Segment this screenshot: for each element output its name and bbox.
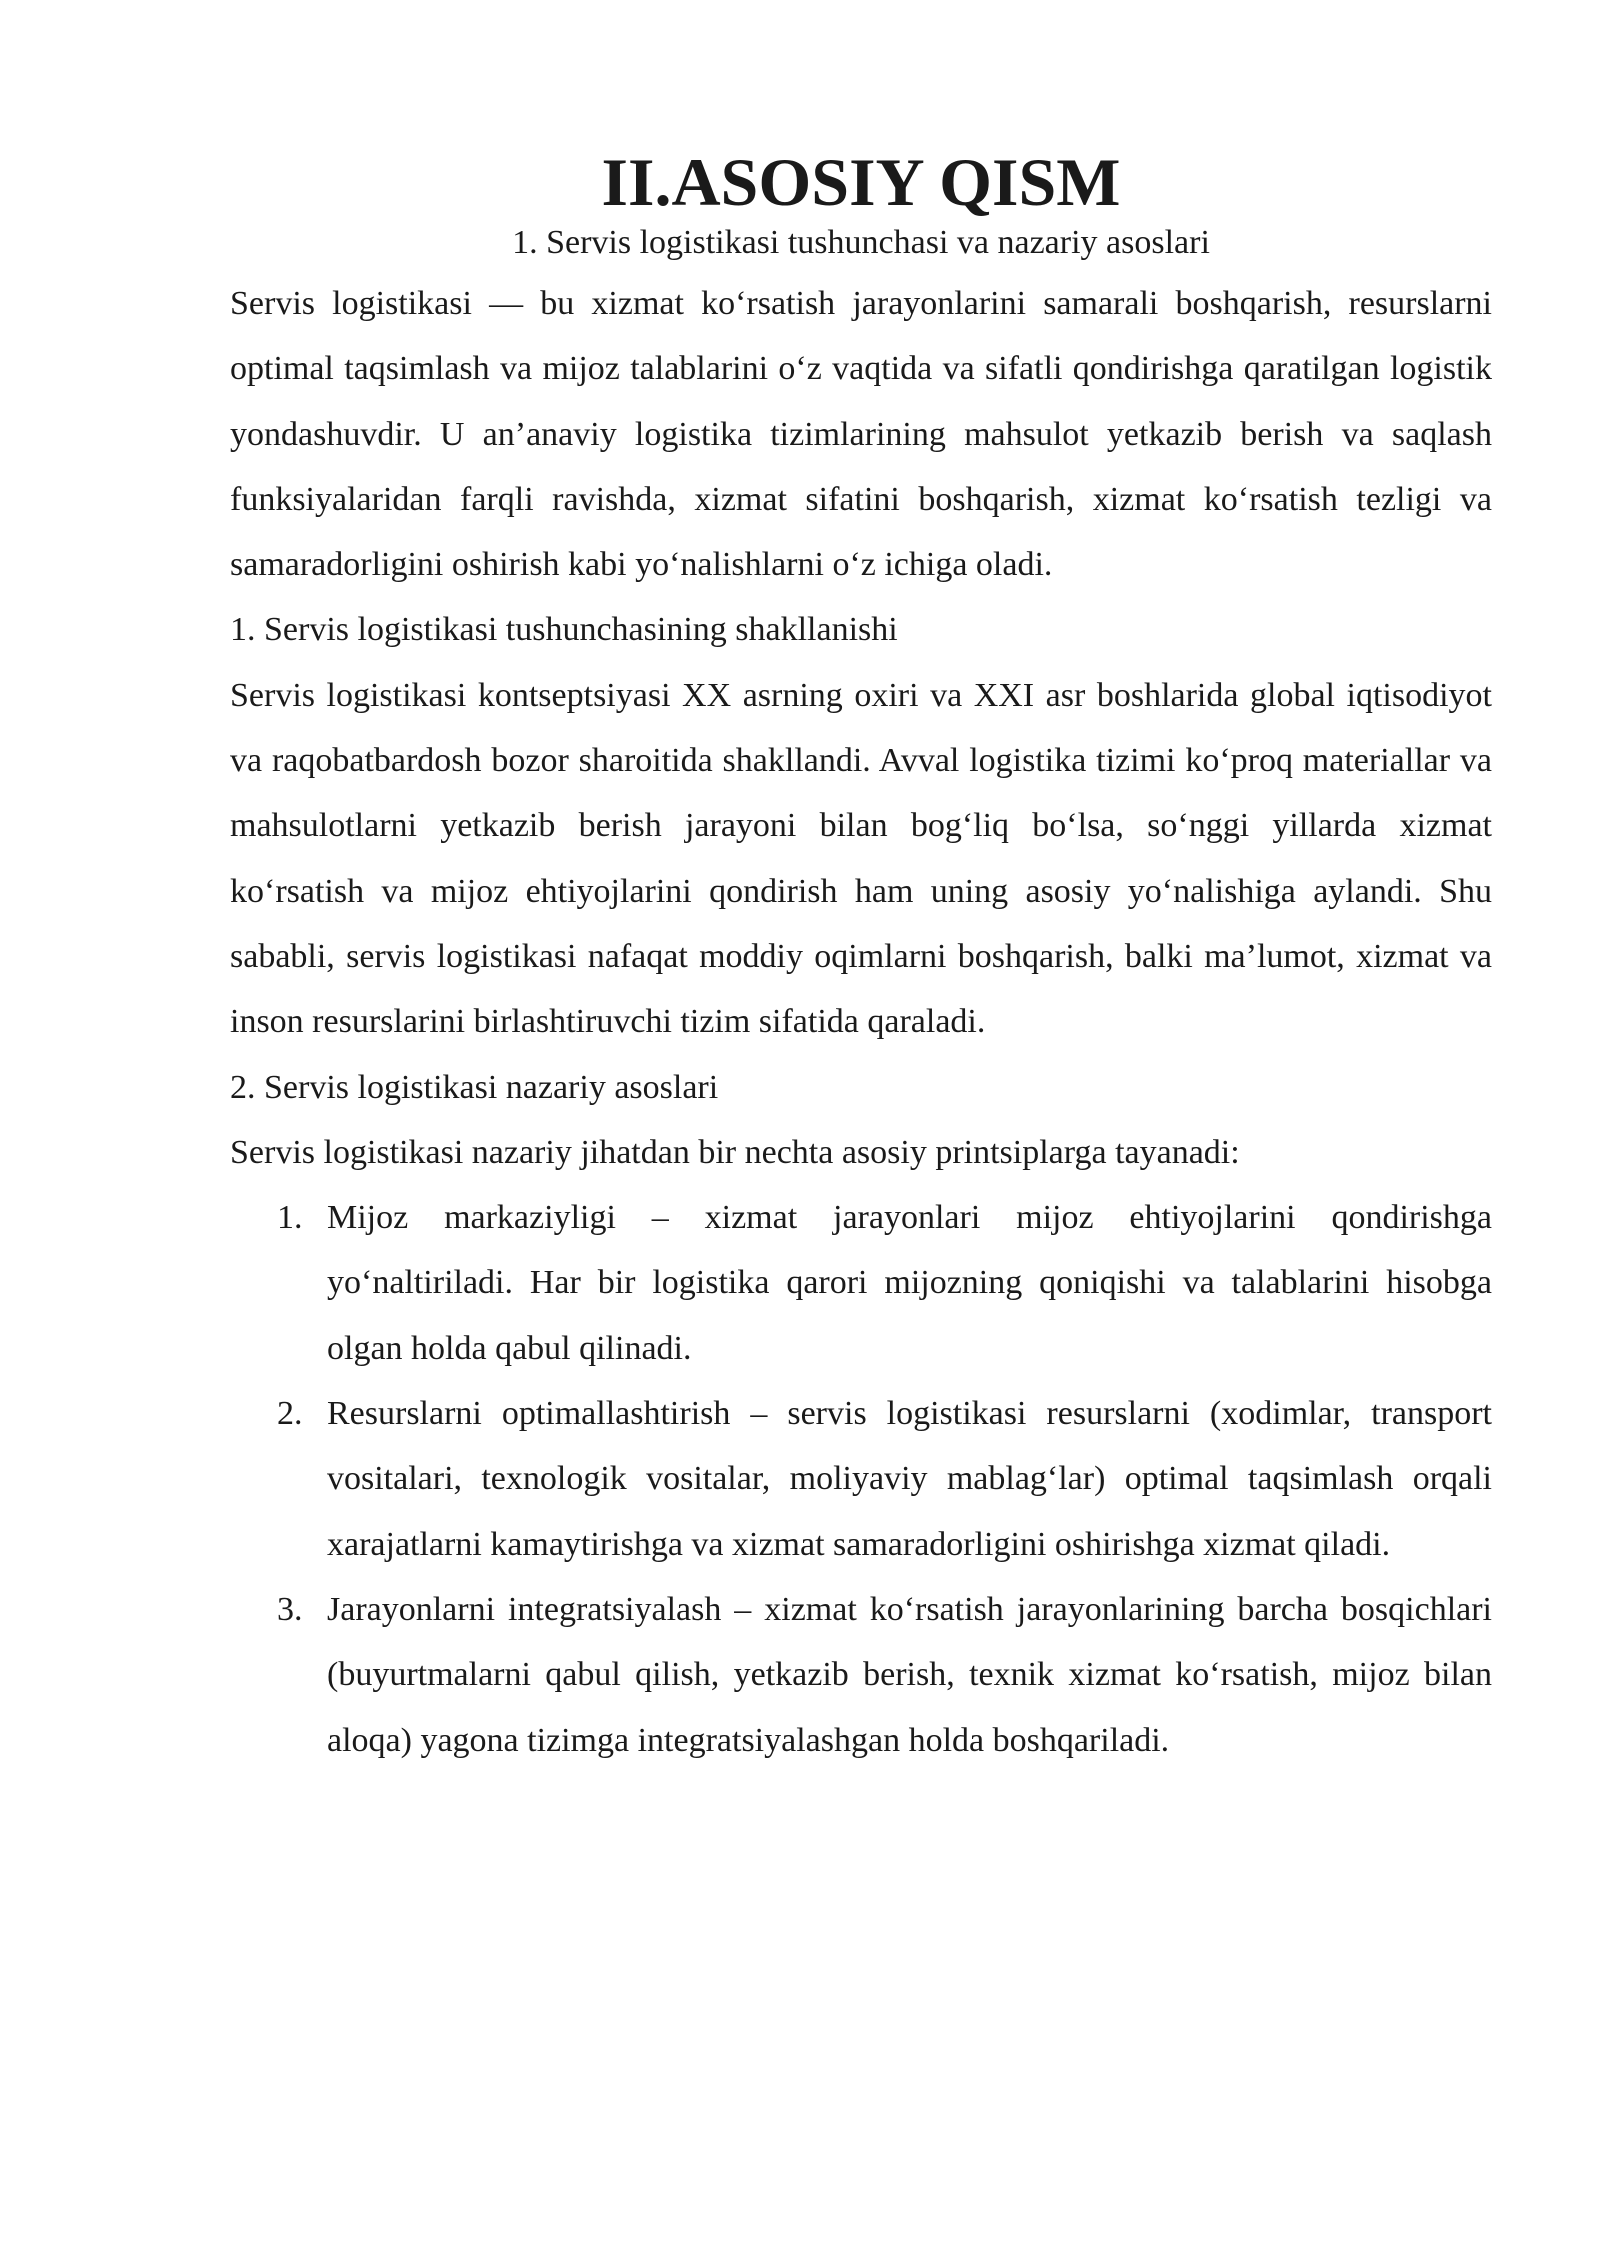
list-item-number: 3. [277, 1590, 303, 1628]
list-item [230, 1185, 1492, 1381]
list-item-text: Resurslarni optimallashtirish – servis logistikasi resurslarni (xodimlar, transport vositalari, texnologik vositalar, moliyaviy mablagʻlar) optimal taqsimlash orqali xarajatlarni kamaytirishga va xizmat samaradorligini oshirishga xizmat qiladi. [327, 1395, 1492, 1563]
section1-heading: 1. Servis logistikasi tushunchasining shakllanishi [230, 611, 898, 649]
list-item-number: 1. [277, 1199, 303, 1237]
list-item [230, 1577, 1492, 1773]
list-item-text: Mijoz markaziyligi – xizmat jarayonlari mijoz ehtiyojlarini qondirishga yoʻnaltiriladi. Har bir logistika qarori mijozning qoniqishi va talablarini hisobga olgan holda qabul qilinadi. [327, 1199, 1492, 1367]
section1-paragraph: Servis logistikasi kontseptsiyasi XX asrning oxiri va XXI asr boshlarida global iqtisodiyot va raqobatbardosh bozor sharoitida shakllandi. Avval logistika tizimi koʻproq materiallar va mahsulotlarni yetkazib berish jarayoni bilan bogʻliq boʻlsa, soʻnggi yillarda xizmat koʻrsatish va mijoz ehtiyojlarini qondirish ham uning asosiy yoʻnalishiga aylandi. Shu sababli, servis logistikasi nafaqat moddiy oqimlarni boshqarish, balki ma’lumot, xizmat va inson resurslarini birlashtiruvchi tizim sifatida qaraladi. [230, 676, 1492, 1041]
list-item-number: 2. [277, 1395, 303, 1433]
intro-paragraph: Servis logistikasi — bu xizmat koʻrsatish jarayonlarini samarali boshqarish, resurslarni optimal taqsimlash va mijoz talablarini oʻz vaqtida va sifatli qondirishga qaratilgan logistik yondashuvdir. U an’anaviy logistika tizimlarining mahsulot yetkazib berish va saqlash funksiyalaridan farqli ravishda, xizmat sifatini boshqarish, xizmat koʻrsatish tezligi va samaradorligini oshirish kabi yoʻnalishlarni oʻz ichiga oladi. [230, 285, 1492, 584]
page-title: II.ASOSIY QISM [601, 144, 1121, 220]
list-item [230, 1381, 1492, 1577]
section2-heading: 2. Servis logistikasi nazariy asoslari [230, 1068, 719, 1106]
list-item-text: Jarayonlarni integratsiyalash – xizmat koʻrsatish jarayonlarining barcha bosqichlari (buyurtmalarni qabul qilish, yetkazib berish, texnik xizmat koʻrsatish, mijoz bilan aloqa) yagona tizimga integratsiyalashgan holda boshqariladi. [327, 1590, 1492, 1759]
principles-list [230, 1185, 1492, 1773]
section-subtitle: 1. Servis logistikasi tushunchasi va nazariy asoslari [512, 224, 1210, 261]
document-page [230, 144, 1492, 1773]
section2-intro: Servis logistikasi nazariy jihatdan bir nechta asosiy printsiplarga tayanadi: [230, 1133, 1240, 1171]
